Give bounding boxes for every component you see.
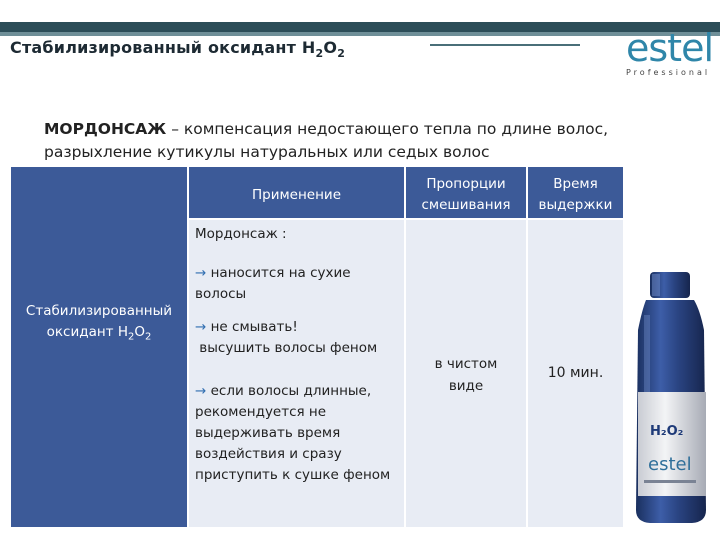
step-1-text: наносится на сухие волосы — [195, 265, 351, 302]
page-title — [10, 38, 345, 60]
title-prefix: Стабилизированный оксидант H — [10, 38, 316, 57]
header-proportion-line1: Пропорции — [426, 176, 506, 192]
intro-line1: – компенсация недостающего тепла по длине волос, — [166, 120, 609, 138]
time-value: 10 мин. — [547, 365, 604, 381]
arrow-right-icon: → — [195, 265, 207, 281]
header-time-line2: выдержки — [538, 197, 613, 213]
top-accent-bar — [0, 22, 720, 32]
product-name — [11, 301, 187, 348]
top-accent-stripe — [0, 32, 720, 36]
title-subscript-2: 2 — [337, 47, 346, 61]
arrow-right-icon: → — [195, 319, 207, 335]
header-application: Применение — [251, 187, 342, 203]
intro-line2: разрыхление кутикулы натуральных или седых волос — [44, 143, 490, 161]
intro-term: МОРДОНСАЖ — [44, 120, 167, 138]
header-time — [528, 174, 623, 216]
logo-word: estel — [626, 26, 714, 70]
proportion-value — [406, 353, 526, 397]
bottle-formula: H₂O₂ — [650, 424, 684, 439]
application-title: Мордонсаж : — [195, 226, 287, 242]
step-2-line2: высушить волосы феном — [199, 340, 378, 356]
product-mid: O — [134, 324, 145, 340]
header-proportion-line2: смешивания — [421, 197, 511, 213]
intro-text — [44, 118, 644, 164]
bottle-brand: estel — [648, 454, 692, 475]
product-subscript-2: 2 — [145, 331, 152, 343]
application-step-1 — [195, 263, 405, 305]
title-subscript-1: 2 — [315, 47, 324, 61]
logo-subtitle: Professional — [626, 68, 711, 77]
product-line1: Стабилизированный — [25, 303, 173, 319]
estel-logo — [622, 26, 714, 80]
step-2-line1: не смывать! — [210, 319, 298, 335]
info-table — [11, 167, 623, 527]
application-step-3 — [195, 381, 405, 486]
header-proportion — [406, 174, 526, 216]
proportion-line1: в чистом — [434, 356, 498, 372]
header-time-line1: Время — [553, 176, 598, 192]
product-line2-prefix: оксидант H — [46, 324, 128, 340]
title-rule — [430, 44, 580, 46]
application-step-2 — [195, 317, 405, 359]
step-3-text: если волосы длинные, рекомендуется не выдерживать время воздействия и сразу приступить к сушке феном — [195, 383, 391, 483]
product-subscript-1: 2 — [127, 331, 135, 343]
title-mid: O — [323, 38, 338, 57]
proportion-line2: виде — [448, 378, 484, 394]
application-text — [195, 224, 405, 486]
oxidant-bottle-image — [630, 270, 710, 525]
arrow-right-icon: → — [195, 383, 207, 399]
